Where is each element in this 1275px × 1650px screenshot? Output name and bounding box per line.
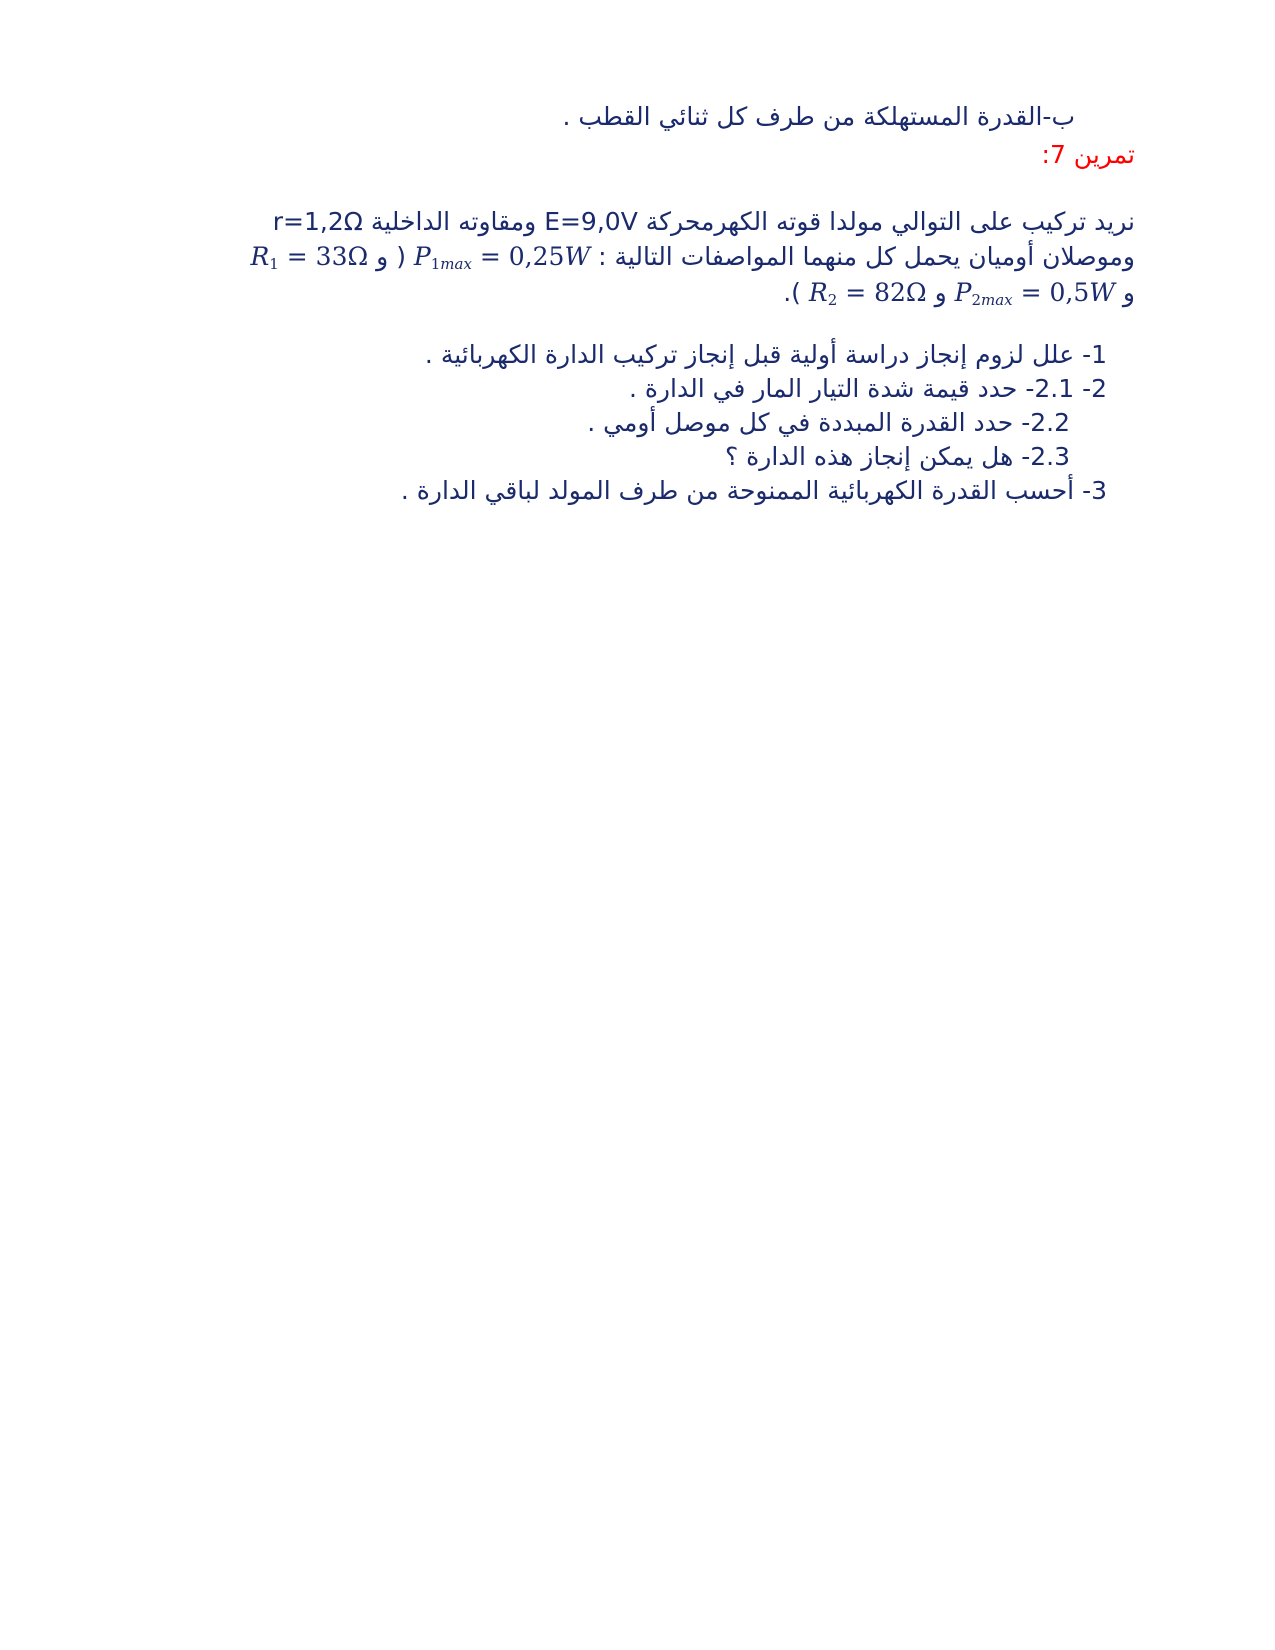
and-conjunction: و	[1122, 278, 1135, 307]
exercise-title-text: تمرين 7:	[1041, 140, 1135, 169]
previous-question-b-text: ب-القدرة المستهلكة من طرف كل ثنائي القطب .	[562, 102, 1075, 131]
question-2-3-text: 2.3- هل يمكن إنجاز هذه الدارة ؟	[724, 442, 1070, 471]
exercise-intro-line-3: و $P_{2max} = 0,5W$ و $R_2 = 82\Omega$ ).	[783, 276, 1135, 317]
intro-line-2-text: وموصلان أوميان يحمل كل منهما المواصفات التالية :	[598, 242, 1135, 271]
question-2-1-text: 2- 2.1- حدد قيمة شدة التيار المار في الدارة .	[628, 374, 1107, 403]
and-conjunction: و	[934, 278, 947, 307]
p1max-formula: $P_{1max} = 0,25W$	[413, 242, 591, 273]
r2-formula: $R_2 = 82\Omega$	[808, 278, 927, 309]
question-3-text: 3- أحسب القدرة الكهربائية الممنوحة من طرف المولد لباقي الدارة .	[400, 476, 1107, 505]
exercise-title	[1042, 138, 1135, 172]
r1-formula: $R_1 = 33\Omega$	[250, 242, 369, 273]
exercise-intro-line-2: وموصلان أوميان يحمل كل منهما المواصفات التالية : $P_{1max} = 0,25W$ ( و $R_1 = 33\Omega$	[250, 240, 1135, 281]
intro-line-1-text: نريد تركيب على التوالي مولدا قوته الكهرمحركة E=9,0V ومقاوته الداخلية r=1,2Ω	[272, 207, 1135, 236]
question-1-text: 1- علل لزوم إنجاز دراسة أولية قبل إنجاز تركيب الدارة الكهربائية .	[424, 340, 1107, 369]
question-1	[425, 338, 1107, 372]
exercise-intro-line-1	[273, 205, 1135, 239]
question-2-2	[587, 406, 1070, 440]
question-2-3	[725, 440, 1070, 474]
and-conjunction: و	[376, 242, 389, 271]
previous-question-b	[562, 100, 1075, 134]
question-2-2-text: 2.2- حدد القدرة المبددة في كل موصل أومي .	[587, 408, 1070, 437]
question-3	[401, 474, 1107, 508]
p2max-formula: $P_{2max} = 0,5W$	[954, 278, 1115, 309]
question-2-1	[629, 372, 1107, 406]
